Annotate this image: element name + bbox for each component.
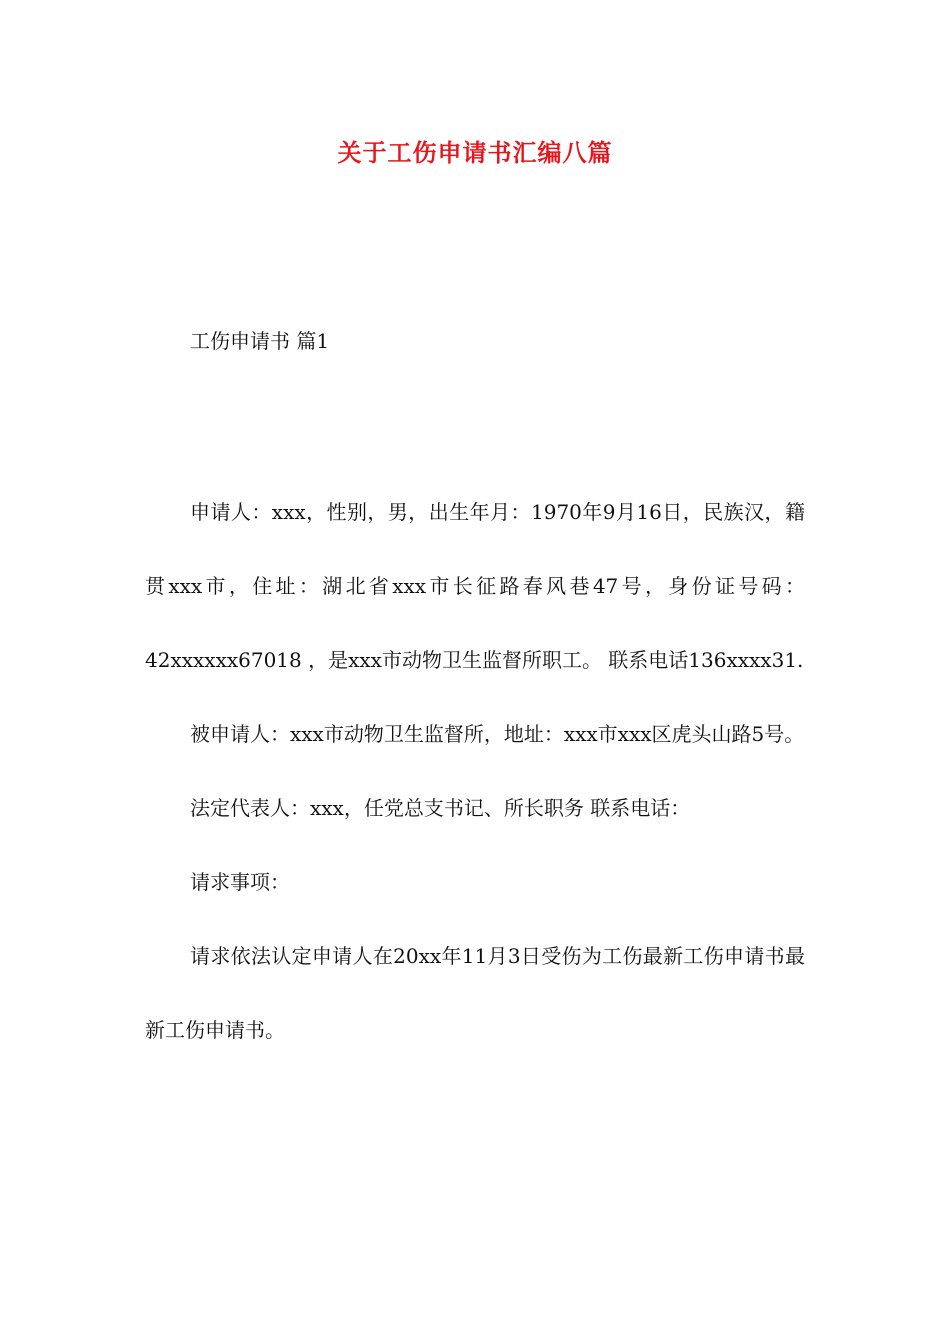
section-heading: 工伤申请书 篇1 xyxy=(190,329,330,353)
paragraph-request-heading: 请求事项： xyxy=(190,870,290,894)
paragraph-applicant: 申请人：xxx，性别，男，出生年月：1970年9月16日，民族汉，籍贯xxx市，住址：湖北省xxx市长征路春风巷47号，身份证号码： 42xxxxxx67018 ，是xxx市动物卫生监督所职工。 联系电话136xxxx31. xyxy=(145,500,805,672)
paragraph-legal-representative: 法定代表人：xxx，任党总支书记、所长职务 联系电话： xyxy=(190,796,691,820)
document-body xyxy=(145,475,805,1067)
paragraph-respondent: 被申请人：xxx市动物卫生监督所，地址：xxx市xxx区虎头山路5号。 xyxy=(190,722,805,746)
document-title: 关于工伤申请书汇编八篇 xyxy=(337,138,613,167)
paragraph-request-content: 请求依法认定申请人在20xx年11月3日受伤为工伤最新工伤申请书最新工伤申请书。 xyxy=(145,944,805,1042)
